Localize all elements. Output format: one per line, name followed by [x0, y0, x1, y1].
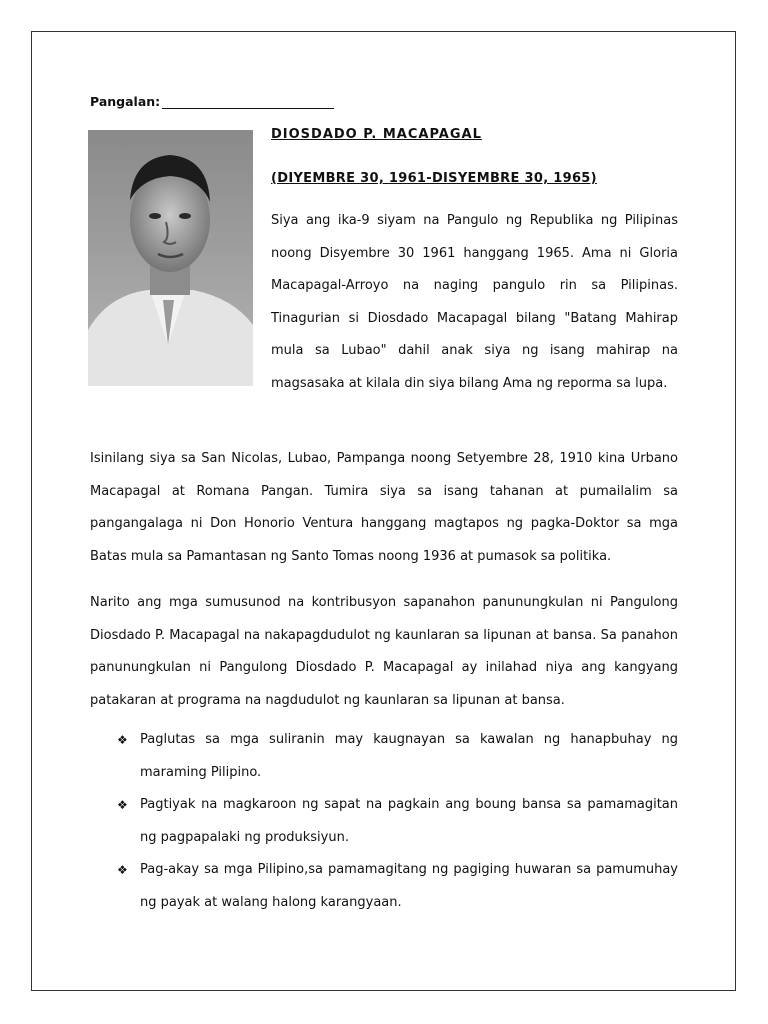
diamond-bullet-icon: ❖	[117, 863, 128, 877]
diamond-bullet-icon: ❖	[117, 798, 128, 812]
list-item	[115, 854, 678, 919]
document-title: DIOSDADO P. MACAPAGAL	[271, 127, 482, 142]
diamond-bullet-icon: ❖	[117, 733, 128, 747]
portrait-photo	[88, 130, 253, 386]
list-item-text: Pag-akay sa mga Pilipino,sa pamamagitang ng pagiging huwaran sa pamumuhay ng payak at walang halong karangyaan.	[140, 862, 678, 910]
list-item-text: Paglutas sa mga suliranin may kaugnayan sa kawalan ng hanapbuhay ng maraming Pilipino.	[140, 732, 678, 780]
intro-paragraph: Siya ang ika-9 siyam na Pangulo ng Republika ng Pilipinas noong Disyembre 30 1961 hanggang 1965. Ama ni Gloria Macapagal-Arroyo na naging pangulo rin sa Pilipinas. Tinagurian si Diosdado Macapagal bilang "Batang Mahirap mula sa Lubao" dahil anak siya ng isang mahirap na magsasaka at kilala din siya bilang Ama ng reporma sa lupa.	[271, 213, 678, 391]
list-item-text: Pagtiyak na magkaroon ng sapat na pagkain ang boung bansa sa pamamagitan ng pagpapalaki ng produksiyun.	[140, 797, 678, 845]
name-field	[90, 94, 334, 109]
list-item	[115, 789, 678, 854]
contribution-list	[115, 724, 678, 919]
name-label: Pangalan:	[90, 94, 161, 109]
term-dates: (DIYEMBRE 30, 1961-DISYEMBRE 30, 1965)	[271, 171, 597, 186]
list-item	[115, 724, 678, 789]
paragraph-contributions: Narito ang mga sumusunod na kontribusyon sapanahon panunungkulan ni Pangulong Diosdado P. Macapagal na nakapagdudulot ng kaunlaran sa lipunan at bansa. Sa panahon panunungkulan ni Pangulong Diosdado P. Macapagal ay inilahad niya ang kangyang patakaran at programa na nagdudulot ng kaunlaran sa lipunan at bansa.	[90, 595, 678, 708]
name-blank-line[interactable]	[162, 95, 334, 109]
paragraph-birth: Isinilang siya sa San Nicolas, Lubao, Pampanga noong Setyembre 28, 1910 kina Urbano Macapagal at Romana Pangan. Tumira siya sa isang tahanan at pumailalim sa pangangalaga ni Don Honorio Ventura hanggang magtapos ng pagka-Doktor sa mga Batas mula sa Pamantasan ng Santo Tomas noong 1936 at pumasok sa politika.	[90, 451, 678, 564]
